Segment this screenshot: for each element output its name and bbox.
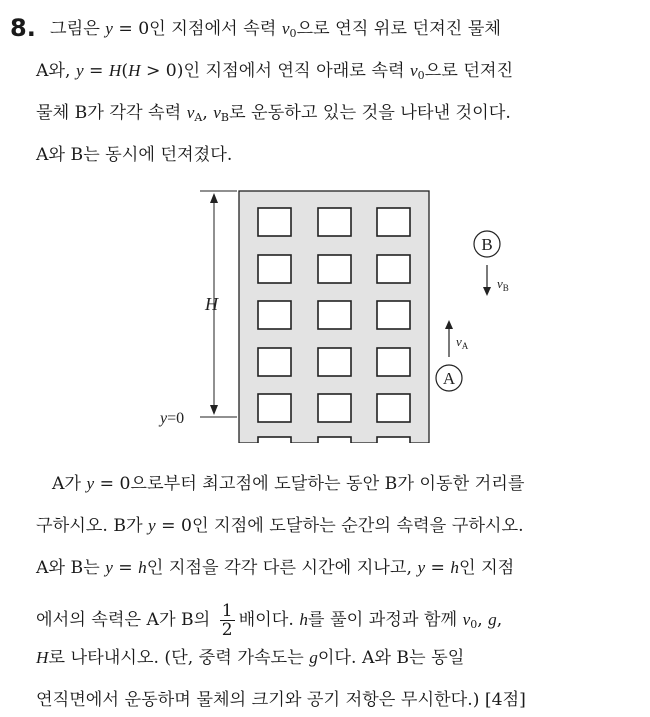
- vb-label-base: v: [497, 276, 503, 291]
- window: [377, 255, 410, 283]
- text: 이다. A와 B는 동일: [317, 648, 465, 668]
- task-line: [36, 516, 524, 536]
- text: 연직면에서 운동하며 물체의 크기와 공기 저항은 무시한다.) [4점]: [36, 690, 526, 710]
- va-label: [456, 334, 469, 351]
- va-arrow-up-icon: [445, 320, 453, 329]
- text: 인 지점: [459, 558, 515, 578]
- text: ,: [477, 610, 489, 630]
- window: [318, 301, 351, 329]
- height-label: H: [205, 294, 218, 314]
- window: [318, 394, 351, 422]
- text: ,: [202, 103, 214, 123]
- math-variable: v: [213, 103, 221, 122]
- subscript: 0: [470, 618, 478, 631]
- window: [258, 255, 291, 283]
- math-variable: g: [309, 648, 318, 667]
- object-a-label: A: [442, 369, 456, 388]
- window: [318, 208, 351, 236]
- math-variable: h: [299, 610, 308, 629]
- text: =: [112, 558, 139, 578]
- task-line: [36, 690, 526, 710]
- math-variable: y: [105, 19, 113, 38]
- math-variable: y: [417, 558, 426, 577]
- text: 로 나타내시오. (단, 중력 가속도는: [48, 648, 310, 668]
- fraction: [220, 602, 235, 639]
- object-b-label: B: [481, 235, 493, 254]
- text: 인 지점을 각각 다른 시간에 지나고,: [146, 558, 418, 578]
- va-label-base: v: [456, 334, 462, 349]
- text: 구하시오. B가: [36, 516, 149, 536]
- math-variable: H: [36, 648, 49, 667]
- window: [377, 208, 410, 236]
- vb-arrow-down-icon: [483, 287, 491, 296]
- math-variable: y: [86, 474, 95, 493]
- fraction-numerator: 1: [221, 601, 233, 621]
- text: 를 풀이 과정과 함께: [307, 610, 463, 630]
- window: [318, 348, 351, 376]
- text: A와 B는 동시에 던져졌다.: [36, 145, 233, 165]
- math-variable: y: [148, 516, 156, 535]
- math-variable: H: [128, 61, 141, 80]
- text: =: [83, 61, 109, 81]
- subscript: A: [194, 111, 203, 124]
- text: 배이다.: [238, 610, 300, 630]
- subscript: 0: [289, 27, 297, 40]
- window: [377, 348, 410, 376]
- window: [258, 301, 291, 329]
- window: [377, 301, 410, 329]
- text: 로 운동하고 있는 것을 나타낸 것이다.: [228, 103, 511, 123]
- text: = 0으로부터 최고점에 도달하는 동안 B가 이동한 거리를: [94, 474, 525, 494]
- vb-label-sub: B: [502, 283, 509, 293]
- y0-label-var: y: [160, 410, 168, 427]
- problem-number: 8.: [10, 14, 36, 42]
- math-variable: H: [108, 61, 122, 80]
- text: A가: [52, 474, 87, 494]
- window: [377, 394, 410, 422]
- math-variable: y: [105, 558, 113, 577]
- math-variable: v: [186, 103, 195, 122]
- figure-cutoff: [237, 443, 432, 449]
- math-variable: h: [138, 558, 147, 577]
- window: [258, 394, 291, 422]
- va-label-sub: A: [461, 341, 469, 351]
- text: A와 B는: [36, 558, 106, 578]
- window: [258, 348, 291, 376]
- window: [318, 255, 351, 283]
- task-line: [36, 602, 502, 639]
- math-variable: v: [281, 19, 290, 38]
- text: (: [121, 61, 129, 81]
- text: > 0)인 지점에서 연직 아래로 속력: [140, 61, 411, 81]
- fraction-denominator: 2: [221, 620, 233, 640]
- subscript: 0: [417, 69, 425, 82]
- text: 그림은: [50, 19, 106, 39]
- math-variable: y: [75, 61, 84, 80]
- text: = 0인 지점에 도달하는 순간의 속력을 구하시오.: [155, 516, 524, 536]
- text: 물체 B가 각각 속력: [36, 103, 187, 123]
- text: =: [425, 558, 451, 578]
- text: 으로 연직 위로 던져진 물체: [296, 19, 501, 39]
- math-variable: v: [462, 610, 471, 629]
- math-variable: g: [488, 610, 497, 629]
- y0-label: [158, 410, 184, 427]
- math-variable: h: [450, 558, 460, 577]
- h-arrow-down-icon: [210, 405, 218, 415]
- h-arrow-up-icon: [210, 193, 218, 203]
- task-line: [36, 558, 514, 578]
- task-line: [36, 648, 464, 668]
- text: 으로 던져진: [424, 61, 514, 81]
- y0-label-eq: =0: [167, 410, 185, 427]
- text: 에서의 속력은 A가 B의: [36, 610, 216, 630]
- text: = 0인 지점에서 속력: [112, 19, 282, 39]
- window: [258, 208, 291, 236]
- text: A와,: [36, 61, 76, 81]
- math-variable: v: [410, 61, 418, 80]
- task-line: [52, 474, 524, 494]
- text: ,: [496, 610, 503, 630]
- subscript: B: [220, 111, 229, 124]
- vb-label: [497, 276, 509, 293]
